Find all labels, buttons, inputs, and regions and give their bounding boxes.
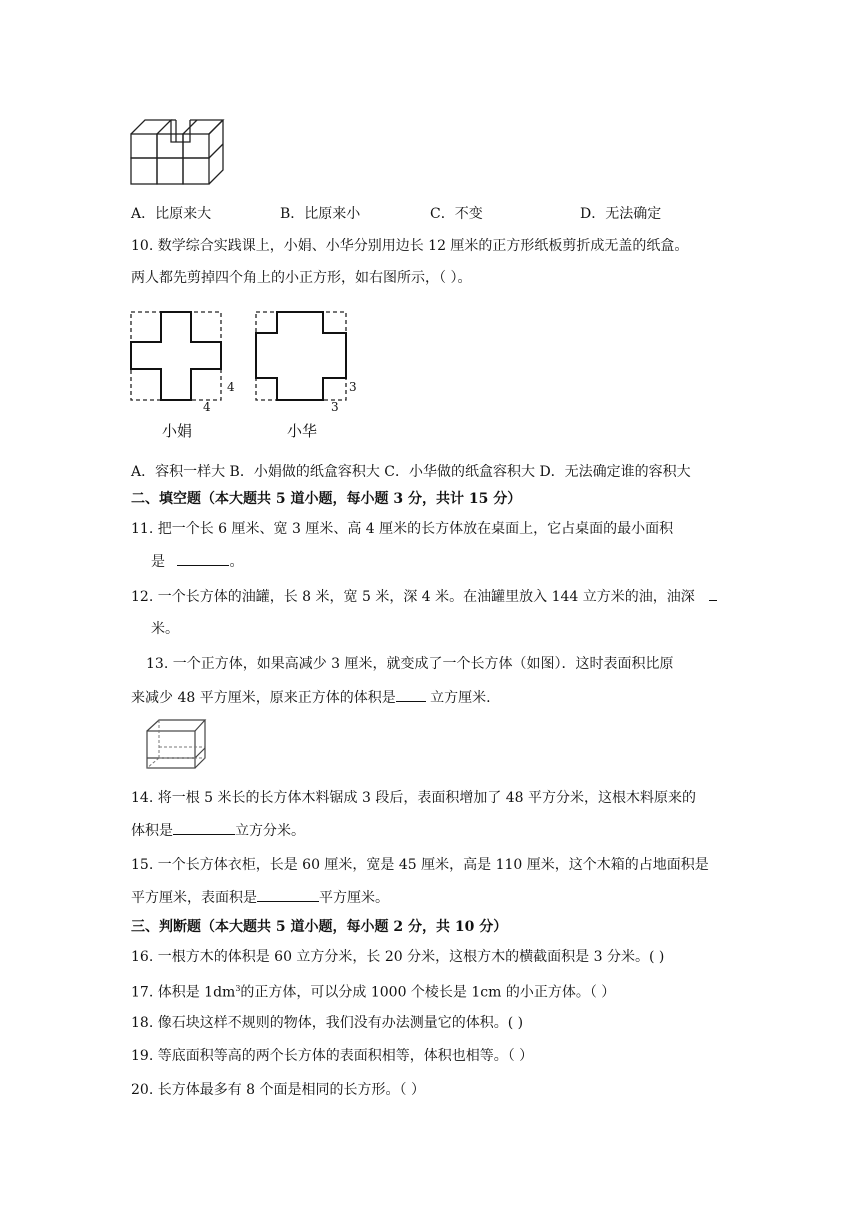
q11-end: 。: [229, 554, 244, 570]
q14-line2: [131, 820, 305, 840]
option-a: A．比原来大: [131, 206, 212, 222]
q13-line2: [131, 687, 491, 707]
q10-line2: 两人都先剪掉四个角上的小正方形，如右图所示，（ ）。: [131, 270, 472, 286]
q12-line1: [131, 586, 717, 607]
q11-text: 是: [151, 554, 165, 570]
q14-line1: 14. 将一根 5 米长的长方体木料锯成 3 段后，表面积增加了 48 平方分米，这根木料原来的: [131, 790, 697, 806]
q13-answer-blank[interactable]: [396, 687, 426, 702]
option-c: C．不变: [430, 206, 483, 222]
q10-line1: 10. 数学综合实践课上，小娟、小华分别用边长 12 厘米的正方形纸板剪折成无盖的纸盒。: [131, 238, 689, 254]
q15-text: 平方厘米，表面积是: [131, 890, 257, 906]
cross-shape-figure-xiaojuan: [130, 310, 240, 410]
cross-shape-figure-xiaohua: [254, 310, 364, 410]
q11-answer-blank[interactable]: [177, 551, 229, 566]
q15-line1: 15. 一个长方体衣柜，长是 60 厘米，宽是 45 厘米，高是 110 厘米，这个木箱的占地面积是: [131, 857, 709, 873]
q15-line2: [131, 887, 389, 907]
q13-text: 来减少 48 平方厘米，原来正方体的体积是: [131, 690, 396, 706]
q14-answer-blank[interactable]: [173, 820, 235, 835]
cuboid-figure: [145, 718, 211, 772]
xiaohua-side-cut: 3: [349, 380, 357, 394]
q14-end: 立方分米。: [235, 823, 305, 839]
q11-line2: [151, 551, 243, 571]
option-d: D．无法确定: [580, 206, 662, 222]
q18: 18. 像石块这样不规则的物体，我们没有办法测量它的体积。( ): [131, 1015, 524, 1031]
cube-stack-figure: [128, 112, 228, 188]
section2-heading: 二、填空题（本大题共 5 道小题，每小题 3 分，共计 15 分）: [131, 491, 522, 507]
q17: [131, 979, 615, 1003]
q16: 16. 一根方木的体积是 60 立方分米，长 20 分米，这根方木的横截面积是 3 分米。( ): [131, 949, 665, 965]
q20: 20. 长方体最多有 8 个面是相同的长方形。（ ）: [131, 1082, 425, 1098]
q13-end: 立方厘米.: [425, 690, 491, 706]
q13-line1: 13. 一个正方体，如果高减少 3 厘米，就变成了一个长方体（如图）．这时表面积比原: [146, 656, 674, 672]
q15-end: 平方厘米。: [319, 890, 389, 906]
q17-end: 的正方体，可以分成 1000 个棱长是 1cm 的小正方体。（ ）: [240, 984, 616, 1001]
q17-text: 17. 体积是 1dm: [131, 984, 236, 1001]
q12-line2: 米。: [151, 621, 179, 637]
q11-line1: 11. 把一个长 6 厘米、宽 3 厘米、高 4 厘米的长方体放在桌面上，它占桌面的最小面积: [131, 521, 674, 537]
q10-options: A．容积一样大 B．小娟做的纸盒容积大 C．小华做的纸盒容积大 D．无法确定谁的容积大: [131, 464, 691, 480]
q14-text: 体积是: [131, 823, 173, 839]
section3-heading: 三、判断题（本大题共 5 道小题，每小题 2 分，共 10 分）: [131, 919, 508, 935]
xiaohua-bottom-cut: 3: [331, 400, 339, 414]
q15-answer-blank[interactable]: [257, 887, 319, 902]
xiaojuan-bottom-cut: 4: [203, 400, 211, 414]
option-b: B．比原来小: [280, 206, 361, 222]
q12-answer-blank[interactable]: [709, 586, 717, 601]
q12-text: 12. 一个长方体的油罐，长 8 米，宽 5 米，深 4 米。在油罐里放入 144 立方米的油，油深: [131, 589, 695, 605]
q19: 19. 等底面积等高的两个长方体的表面积相等，体积也相等。（ ）: [131, 1048, 534, 1064]
xiaohua-label: 小华: [287, 422, 318, 440]
q17-superscript: 3: [235, 984, 241, 993]
xiaojuan-side-cut: 4: [227, 380, 235, 394]
xiaojuan-label: 小娟: [162, 422, 193, 440]
